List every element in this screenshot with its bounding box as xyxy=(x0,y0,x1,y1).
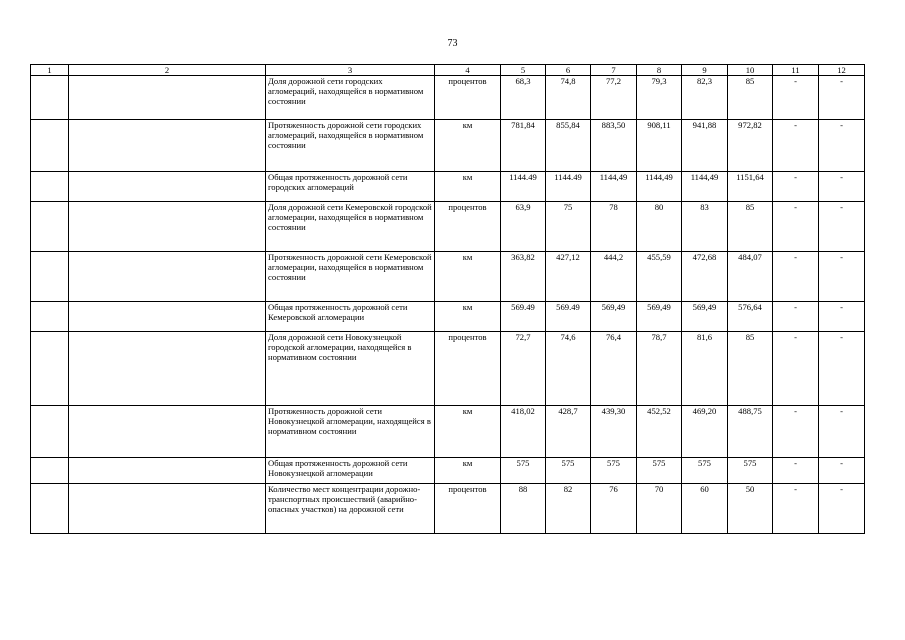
value-cell: 439,30 xyxy=(591,406,637,458)
unit-cell: км xyxy=(435,458,501,484)
value-cell: 1144,49 xyxy=(682,172,728,202)
value-cell: 575 xyxy=(501,458,546,484)
indicator-name: Доля дорожной сети городских агломераций, находящейся в нормативном состоянии xyxy=(266,76,435,120)
value-cell: 1144,49 xyxy=(591,172,637,202)
value-cell: - xyxy=(819,172,865,202)
value-cell: 76 xyxy=(591,484,637,534)
table-row xyxy=(31,252,865,302)
value-cell: 80 xyxy=(637,202,682,252)
value-cell: 941,88 xyxy=(682,120,728,172)
table-row xyxy=(31,332,865,406)
value-cell: 575 xyxy=(637,458,682,484)
value-cell: 472,68 xyxy=(682,252,728,302)
value-cell: - xyxy=(819,202,865,252)
value-cell: 74,6 xyxy=(546,332,591,406)
indicator-name: Протяженность дорожной сети городских агломераций, находящейся в нормативном состоянии xyxy=(266,120,435,172)
value-cell: 569,49 xyxy=(637,302,682,332)
indicator-name: Общая протяженность дорожной сети Кемеровской агломерации xyxy=(266,302,435,332)
table-row xyxy=(31,76,865,120)
indicators-table xyxy=(30,64,865,534)
value-cell: 569.49 xyxy=(546,302,591,332)
empty-cell xyxy=(69,458,266,484)
value-cell: 1151,64 xyxy=(728,172,773,202)
header-row xyxy=(31,65,865,76)
value-cell: 469,20 xyxy=(682,406,728,458)
column-header: 3 xyxy=(266,65,435,76)
value-cell: 569.49 xyxy=(501,302,546,332)
indicator-name: Общая протяженность дорожной сети городских агломераций xyxy=(266,172,435,202)
value-cell: 60 xyxy=(682,484,728,534)
column-header: 8 xyxy=(637,65,682,76)
value-cell: 484,07 xyxy=(728,252,773,302)
empty-cell xyxy=(69,332,266,406)
table-row xyxy=(31,172,865,202)
value-cell: 908,11 xyxy=(637,120,682,172)
empty-cell xyxy=(69,172,266,202)
indicator-name: Протяженность дорожной сети Кемеровской агломерации, находящейся в нормативном состоянии xyxy=(266,252,435,302)
value-cell: - xyxy=(773,76,819,120)
value-cell: 78 xyxy=(591,202,637,252)
unit-cell: км xyxy=(435,172,501,202)
value-cell: 488,75 xyxy=(728,406,773,458)
value-cell: 76,4 xyxy=(591,332,637,406)
value-cell: - xyxy=(773,252,819,302)
empty-cell xyxy=(69,302,266,332)
value-cell: 575 xyxy=(591,458,637,484)
value-cell: - xyxy=(819,458,865,484)
value-cell: 1144,49 xyxy=(637,172,682,202)
value-cell: 81,6 xyxy=(682,332,728,406)
value-cell: 50 xyxy=(728,484,773,534)
value-cell: 883,50 xyxy=(591,120,637,172)
value-cell: 575 xyxy=(682,458,728,484)
value-cell: - xyxy=(773,302,819,332)
value-cell: 1144.49 xyxy=(546,172,591,202)
value-cell: 855,84 xyxy=(546,120,591,172)
value-cell: 79,3 xyxy=(637,76,682,120)
value-cell: 78,7 xyxy=(637,332,682,406)
empty-cell xyxy=(31,202,69,252)
indicator-name: Общая протяженность дорожной сети Новокузнецкой агломерации xyxy=(266,458,435,484)
value-cell: - xyxy=(773,202,819,252)
value-cell: - xyxy=(819,332,865,406)
value-cell: - xyxy=(773,120,819,172)
value-cell: - xyxy=(773,172,819,202)
value-cell: 418,02 xyxy=(501,406,546,458)
value-cell: 74,8 xyxy=(546,76,591,120)
table-row xyxy=(31,302,865,332)
column-header: 9 xyxy=(682,65,728,76)
unit-cell: км xyxy=(435,120,501,172)
value-cell: 82,3 xyxy=(682,76,728,120)
value-cell: - xyxy=(819,120,865,172)
value-cell: 363,82 xyxy=(501,252,546,302)
empty-cell xyxy=(31,332,69,406)
empty-cell xyxy=(31,120,69,172)
value-cell: - xyxy=(773,406,819,458)
table-row xyxy=(31,202,865,252)
unit-cell: км xyxy=(435,252,501,302)
indicator-name: Доля дорожной сети Кемеровской городской агломерации, находящейся в нормативном состоянии xyxy=(266,202,435,252)
value-cell: 70 xyxy=(637,484,682,534)
column-header: 2 xyxy=(69,65,266,76)
value-cell: 68,3 xyxy=(501,76,546,120)
value-cell: 569,49 xyxy=(682,302,728,332)
value-cell: 88 xyxy=(501,484,546,534)
value-cell: 575 xyxy=(546,458,591,484)
unit-cell: км xyxy=(435,302,501,332)
empty-cell xyxy=(31,172,69,202)
value-cell: - xyxy=(819,406,865,458)
indicator-name: Доля дорожной сети Новокузнецкой городской агломерации, находящейся в нормативном состоянии xyxy=(266,332,435,406)
empty-cell xyxy=(31,458,69,484)
value-cell: 85 xyxy=(728,332,773,406)
empty-cell xyxy=(31,406,69,458)
value-cell: 72,7 xyxy=(501,332,546,406)
column-header: 5 xyxy=(501,65,546,76)
page-number: 73 xyxy=(447,38,458,49)
unit-cell: процентов xyxy=(435,202,501,252)
value-cell: 444,2 xyxy=(591,252,637,302)
indicator-name: Количество мест концентрации дорожно-транспортных происшествий (аварийно-опасных участков) на дорожной сети xyxy=(266,484,435,534)
value-cell: 83 xyxy=(682,202,728,252)
empty-cell xyxy=(69,202,266,252)
column-header: 12 xyxy=(819,65,865,76)
value-cell: - xyxy=(819,302,865,332)
value-cell: - xyxy=(819,76,865,120)
column-header: 11 xyxy=(773,65,819,76)
value-cell: 576,64 xyxy=(728,302,773,332)
unit-cell: км xyxy=(435,406,501,458)
unit-cell: процентов xyxy=(435,76,501,120)
unit-cell: процентов xyxy=(435,332,501,406)
column-header: 1 xyxy=(31,65,69,76)
unit-cell: процентов xyxy=(435,484,501,534)
value-cell: 569,49 xyxy=(591,302,637,332)
empty-cell xyxy=(31,252,69,302)
column-header: 7 xyxy=(591,65,637,76)
column-header: 10 xyxy=(728,65,773,76)
empty-cell xyxy=(69,484,266,534)
value-cell: 85 xyxy=(728,76,773,120)
empty-cell xyxy=(31,302,69,332)
table-row xyxy=(31,406,865,458)
empty-cell xyxy=(69,406,266,458)
column-header: 6 xyxy=(546,65,591,76)
column-header: 4 xyxy=(435,65,501,76)
value-cell: 427,12 xyxy=(546,252,591,302)
empty-cell xyxy=(31,76,69,120)
value-cell: 85 xyxy=(728,202,773,252)
value-cell: 455,59 xyxy=(637,252,682,302)
value-cell: - xyxy=(819,484,865,534)
value-cell: - xyxy=(819,252,865,302)
empty-cell xyxy=(69,76,266,120)
empty-cell xyxy=(31,484,69,534)
value-cell: - xyxy=(773,332,819,406)
value-cell: 75 xyxy=(546,202,591,252)
value-cell: 781,84 xyxy=(501,120,546,172)
value-cell: 82 xyxy=(546,484,591,534)
empty-cell xyxy=(69,252,266,302)
value-cell: 63,9 xyxy=(501,202,546,252)
value-cell: - xyxy=(773,458,819,484)
table-row xyxy=(31,458,865,484)
table-row xyxy=(31,484,865,534)
empty-cell xyxy=(69,120,266,172)
indicator-name: Протяженность дорожной сети Новокузнецкой агломерации, находящейся в нормативном состоянии xyxy=(266,406,435,458)
value-cell: - xyxy=(773,484,819,534)
value-cell: 428,7 xyxy=(546,406,591,458)
value-cell: 575 xyxy=(728,458,773,484)
value-cell: 452,52 xyxy=(637,406,682,458)
value-cell: 972,82 xyxy=(728,120,773,172)
value-cell: 77,2 xyxy=(591,76,637,120)
table-row xyxy=(31,120,865,172)
value-cell: 1144.49 xyxy=(501,172,546,202)
